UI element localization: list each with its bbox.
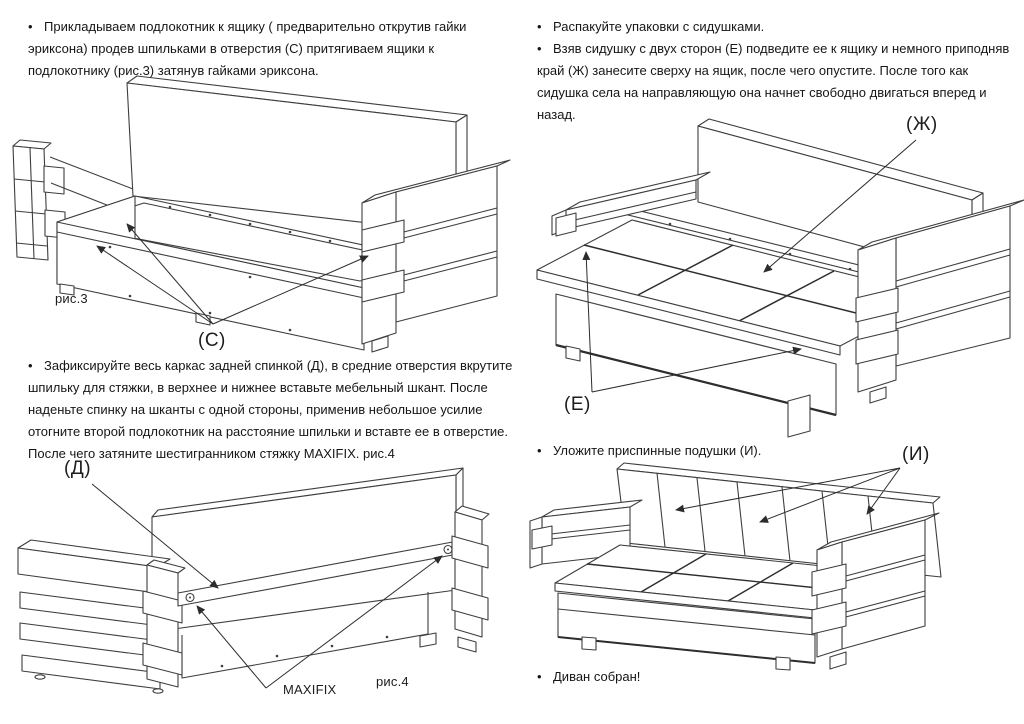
- sofa-frame-drawing: [0, 70, 520, 370]
- frame-linework: [13, 76, 510, 352]
- step-fix-backrest-body: Зафиксируйте весь каркас задней спинкой (Д), в средние отверстия вкрутите шпильку для стяжки, в верхнее и нижнее вставьте мебельный шкант. После наденьте спинку на шканты с одной стороны, применив небольшое усилие отогните второй подлокотник на расстояние шпильки и вставте ее в отверстие. После чего затяните шестигранником стяжку MAXIFIX. рис.4: [28, 358, 513, 461]
- figure-seat-installation: [520, 100, 1024, 440]
- figure4-caption: рис.4: [376, 674, 409, 689]
- sofa-assembled-drawing: [520, 450, 1024, 685]
- figure-assembled-sofa: [520, 444, 1024, 685]
- sofa-rear-drawing: [0, 440, 520, 724]
- label-i: (И): [902, 444, 930, 465]
- label-e: (Е): [564, 394, 591, 415]
- step-unpack-seat-body: Распакуйте упаковки с сидушками.: [553, 19, 765, 34]
- label-zh: (Ж): [906, 114, 938, 135]
- step-attach-armrests-body: Прикладываем подлокотник к ящику ( предварительно открутив гайки эриксона) продев шпильками в отверстия (С) притягиваем ящики к подлокотнику (рис.3) затянув гайками эриксона.: [28, 19, 467, 78]
- bullet-marker: •: [537, 19, 542, 34]
- step-done-body: Диван собран!: [553, 669, 641, 684]
- bullet-marker: •: [537, 443, 542, 458]
- label-maxifix: MAXIFIX: [283, 682, 337, 697]
- figure-backrest-fixing: [0, 440, 520, 724]
- rear-linework: [18, 468, 489, 693]
- step-cushions-body: Уложите приспинные подушки (И).: [553, 443, 762, 458]
- sofa-seat-drawing: [520, 100, 1024, 440]
- step-unpack-seat-text: [537, 16, 1015, 38]
- step-install-seat-body: Взяв сидушку с двух сторон (Е) подведите ее к ящику и немного приподняв край (Ж) занесите сверху на ящик, после чего опустите. После того как сидушка села на направляющую она начнет свободно двигаться вперед и назад.: [537, 41, 1010, 122]
- label-c: (С): [198, 330, 226, 351]
- label-d: (Д): [64, 458, 92, 479]
- bullet-marker: •: [537, 41, 542, 56]
- right-armrest: [452, 506, 489, 652]
- bullet-marker: •: [28, 19, 33, 34]
- bullet-marker: •: [28, 358, 33, 373]
- figure3-caption: рис.3: [55, 291, 88, 306]
- left-armrest: [18, 540, 185, 693]
- figure-frame-assembly: [0, 70, 520, 370]
- seat-linework: [537, 119, 1024, 437]
- assembled-linework: [530, 463, 941, 670]
- bullet-marker: •: [537, 669, 542, 684]
